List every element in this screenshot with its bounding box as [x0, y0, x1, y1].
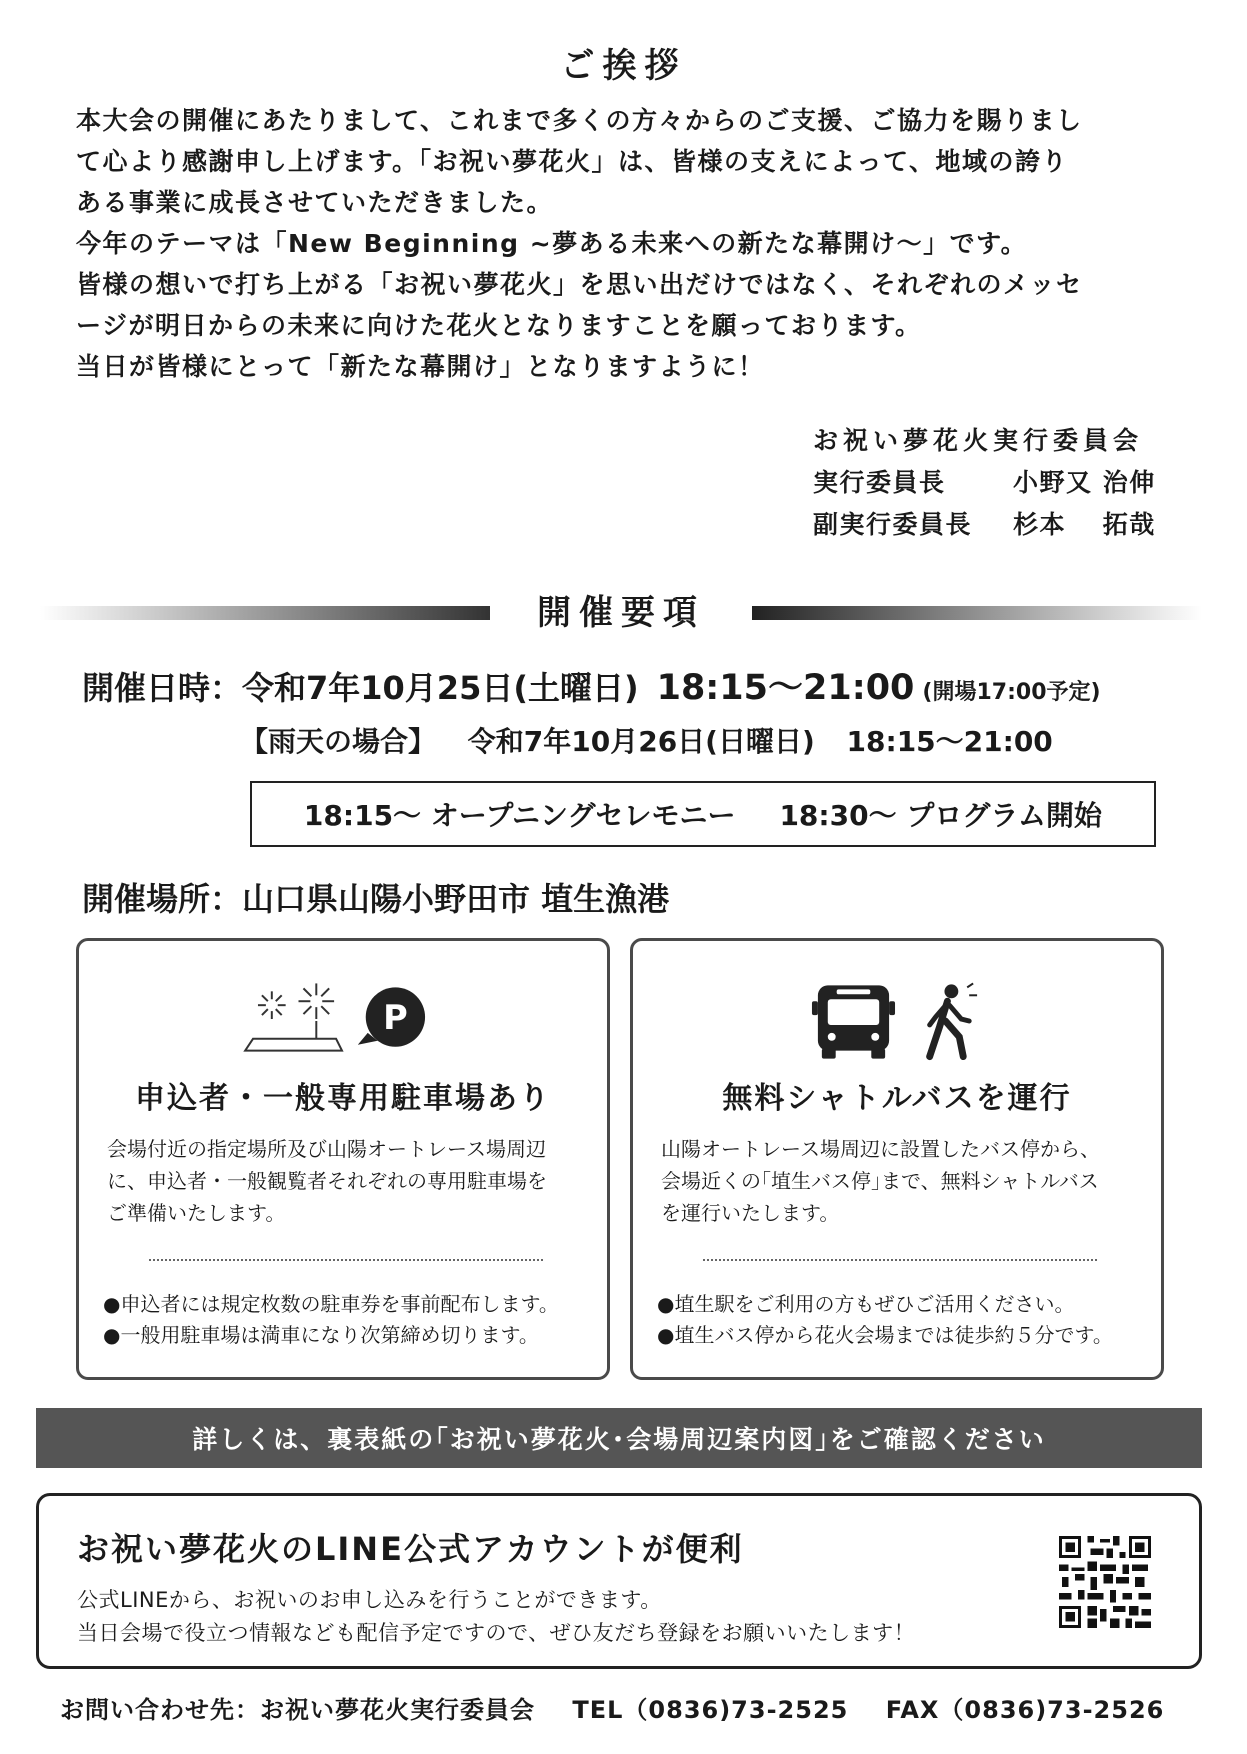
map-reference-banner: 詳しくは、裏表紙の｢お祝い夢花火･会場周辺案内図｣をご確認ください	[36, 1408, 1202, 1468]
shuttle-bullet: ●埴生バス停から花火会場までは徒歩約５分です。	[657, 1323, 1113, 1347]
parking-card-bullets	[103, 1289, 559, 1351]
header-gradient-bar-left	[40, 606, 490, 620]
shuttle-desc-line: 山陽オートレース場周辺に設置したバス停から、	[661, 1137, 1100, 1161]
event-venue: 開催場所：山口県山陽小野田市 埴生漁港	[82, 880, 670, 918]
contact-info	[60, 1690, 1164, 1725]
line-account-line: 当日会場で役立つ情報なども配信予定ですので、ぜひ友だち登録をお願いいたします！	[77, 1621, 916, 1645]
parking-bullet: ●申込者には規定枚数の駐車券を事前配布します。	[103, 1292, 559, 1316]
parking-desc-line: ご準備いたします。	[107, 1201, 286, 1225]
rain-time: 18:15〜21:00	[846, 725, 1053, 758]
event-time: 18:15〜21:00	[656, 668, 915, 708]
bus-icon	[812, 985, 895, 1058]
greeting-title: ご挨拶	[560, 46, 687, 86]
greeting-line: 皆様の想いで打ち上がる「お祝い夢花火」を思い出だけではなく、それぞれのメッセ	[76, 270, 1083, 299]
rain-date	[240, 720, 1053, 760]
greeting-body	[76, 100, 1186, 387]
parking-card-desc	[107, 1133, 587, 1229]
shuttle-card-title: 無料シャトルバスを運行	[722, 1081, 1072, 1116]
line-account-title: お祝い夢花火のLINE公式アカウントが便利	[77, 1530, 744, 1568]
rain-date-text: 令和7年10月26日(日曜日)	[467, 725, 815, 758]
shuttle-card-desc	[661, 1133, 1141, 1229]
event-date-label: 開催日時：令和7年10月25日(土曜日)	[82, 669, 639, 707]
parking-desc-line: 会場付近の指定場所及び山陽オートレース場周辺	[107, 1137, 546, 1161]
signature-vice-chair	[813, 504, 1156, 546]
line-account-box	[36, 1493, 1202, 1669]
vice-chair-name: 杉本 拓哉	[1013, 510, 1156, 539]
parking-card-divider	[149, 1259, 543, 1261]
overview-title: 開催要項	[537, 593, 705, 633]
program-start: 18:30〜 プログラム開始	[779, 799, 1103, 832]
parking-icon	[358, 987, 425, 1046]
greeting-line: 今年のテーマは「New Beginning ~夢ある未来への新たな幕開け〜」です。	[76, 229, 1028, 258]
parking-bullet: ●一般用駐車場は満車になり次第締め切ります。	[103, 1323, 539, 1347]
svg-text:P: P	[383, 997, 408, 1037]
contact-label: お問い合わせ先：お祝い夢花火実行委員会	[60, 1696, 535, 1724]
program-ceremony: 18:15〜 オープニングセレモニー	[303, 799, 736, 832]
contact-fax: FAX（0836)73-2526	[885, 1696, 1165, 1724]
signature-org: お祝い夢花火実行委員会	[813, 426, 1144, 455]
header-gradient-bar-right	[752, 606, 1202, 620]
shuttle-desc-line: 会場近くの｢埴生バス停｣まで、無料シャトルバス	[661, 1169, 1099, 1193]
parking-card-title: 申込者・一般専用駐車場あり	[135, 1081, 551, 1116]
chair-name: 小野又 治伸	[1013, 468, 1156, 497]
overview-header	[0, 588, 1247, 638]
event-opening: (開場17:00予定)	[922, 680, 1101, 705]
line-account-line: 公式LINEから、お祝いのお申し込みを行うことができます。	[77, 1588, 662, 1612]
parking-card-icons	[79, 981, 607, 1061]
event-date	[82, 660, 1101, 710]
shuttle-card	[630, 938, 1164, 1380]
parking-desc-line: に、申込者・一般観覧者それぞれの専用駐車場を	[107, 1169, 547, 1193]
contact-tel[interactable]: TEL（0836)73-2525	[572, 1696, 849, 1724]
greeting-line: ある事業に成長させていただきました。	[76, 188, 554, 217]
line-account-text	[77, 1584, 915, 1650]
vice-chair-role: 副実行委員長	[813, 510, 973, 539]
shuttle-card-icons	[633, 981, 1161, 1061]
walking-person-icon	[930, 983, 977, 1056]
shuttle-bullet: ●埴生駅をご利用の方もぜひご活用ください。	[657, 1292, 1075, 1316]
chair-role: 実行委員長	[813, 468, 946, 497]
greeting-line: 本大会の開催にあたりまして、これまで多くの方々からのご支援、ご協力を賜りまし	[76, 106, 1083, 135]
parking-card	[76, 938, 610, 1380]
greeting-line: て心より感謝申し上げます。「お祝い夢花火」は、皆様の支えによって、地域の誇り	[76, 147, 1069, 176]
greeting-line: 当日が皆様にとって「新たな幕開け」となりますように！	[76, 352, 765, 381]
shuttle-card-divider	[703, 1259, 1097, 1261]
rain-label: 【雨天の場合】	[240, 725, 437, 758]
program-box	[250, 781, 1156, 847]
signature-block	[813, 420, 1156, 546]
shuttle-card-bullets	[657, 1289, 1113, 1351]
shuttle-desc-line: を運行いたします。	[661, 1201, 840, 1225]
signature-chair	[813, 462, 1156, 504]
qr-code-icon[interactable]	[1059, 1536, 1151, 1628]
fireworks-icon	[245, 983, 342, 1050]
greeting-line: ージが明日からの未来に向けた花火となりますことを願っております。	[76, 311, 922, 340]
